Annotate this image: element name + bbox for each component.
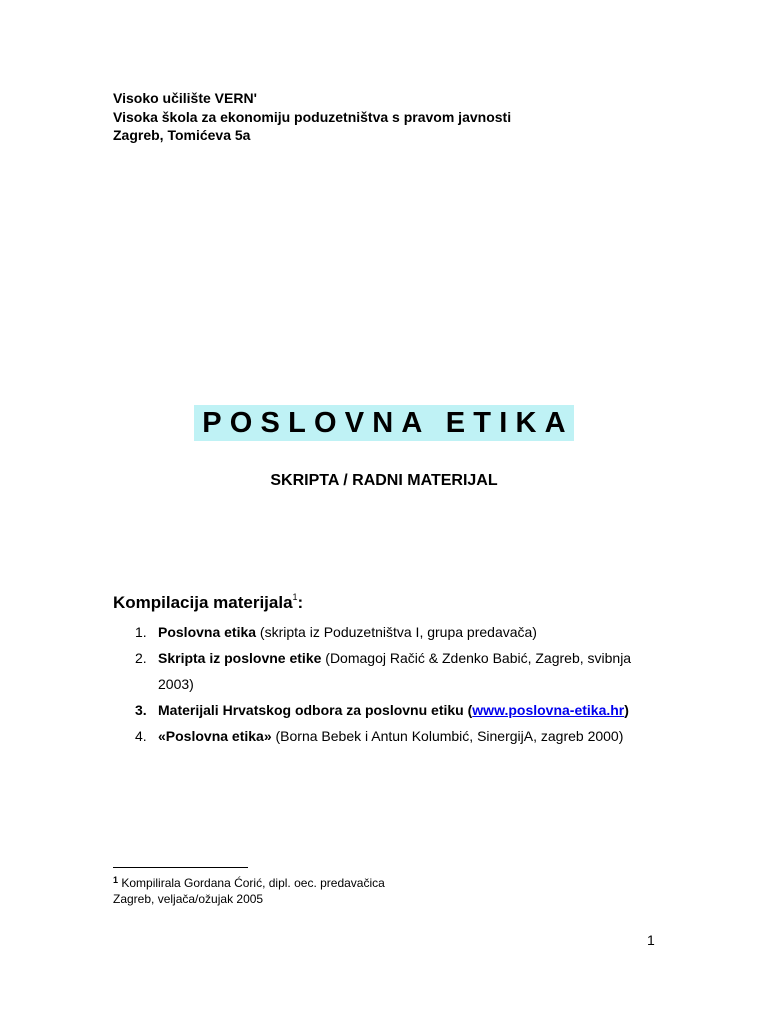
list-item-title: Skripta iz poslovne etike [158,650,322,666]
list-item-title: Materijali Hrvatskog odbora za poslovnu etiku ( [158,702,473,718]
list-item-number: 2. [135,650,147,666]
institution-description: Visoka škola za ekonomiju poduzetništva s pravom javnosti [113,108,512,125]
institution-header [113,89,511,145]
footnote-separator [113,867,248,868]
footnote-reference[interactable]: 1 [292,592,298,602]
footnote-marker: 1 [113,875,119,885]
compilation-heading [113,592,303,613]
list-item [113,645,633,697]
compilation-list [113,619,633,749]
document-subtitle: SKRIPTA / RADNI MATERIJAL [270,472,498,489]
list-item-number: 1. [135,624,147,640]
list-item-number: 3. [135,702,147,718]
compilation-heading-colon: : [297,593,304,612]
footnote-author: Kompilirala Gordana Ćorić, dipl. oec. predavačica [118,876,385,890]
footnote-date: Zagreb, veljača/ožujak 2005 [113,892,264,906]
document-title: POSLOVNA ETIKA [194,405,574,441]
footnote [113,872,385,907]
compilation-heading-text: Kompilacija materijala [113,593,293,612]
list-item-detail: (skripta iz Poduzetništva I, grupa predavača) [256,624,537,640]
list-item [113,619,633,645]
website-link[interactable]: www.poslovna-etika.hr [472,702,625,718]
list-item-number: 4. [135,728,147,744]
page-number: 1 [647,932,655,948]
institution-name: Visoko učilište VERN' [113,90,257,106]
list-item-detail: (Borna Bebek i Antun Kolumbić, SinergijA, zagreb 2000) [271,728,624,744]
list-item-closing: ) [624,702,629,718]
list-item-title: Poslovna etika [158,624,257,640]
institution-address: Zagreb, Tomićeva 5a [113,127,251,143]
list-item [113,697,633,723]
list-item [113,723,633,749]
list-item-detail: (Domagoj Račić & Zdenko Babić, Zagreb, svibnja 2003) [158,650,632,692]
list-item-title: «Poslovna etika» [158,728,272,744]
